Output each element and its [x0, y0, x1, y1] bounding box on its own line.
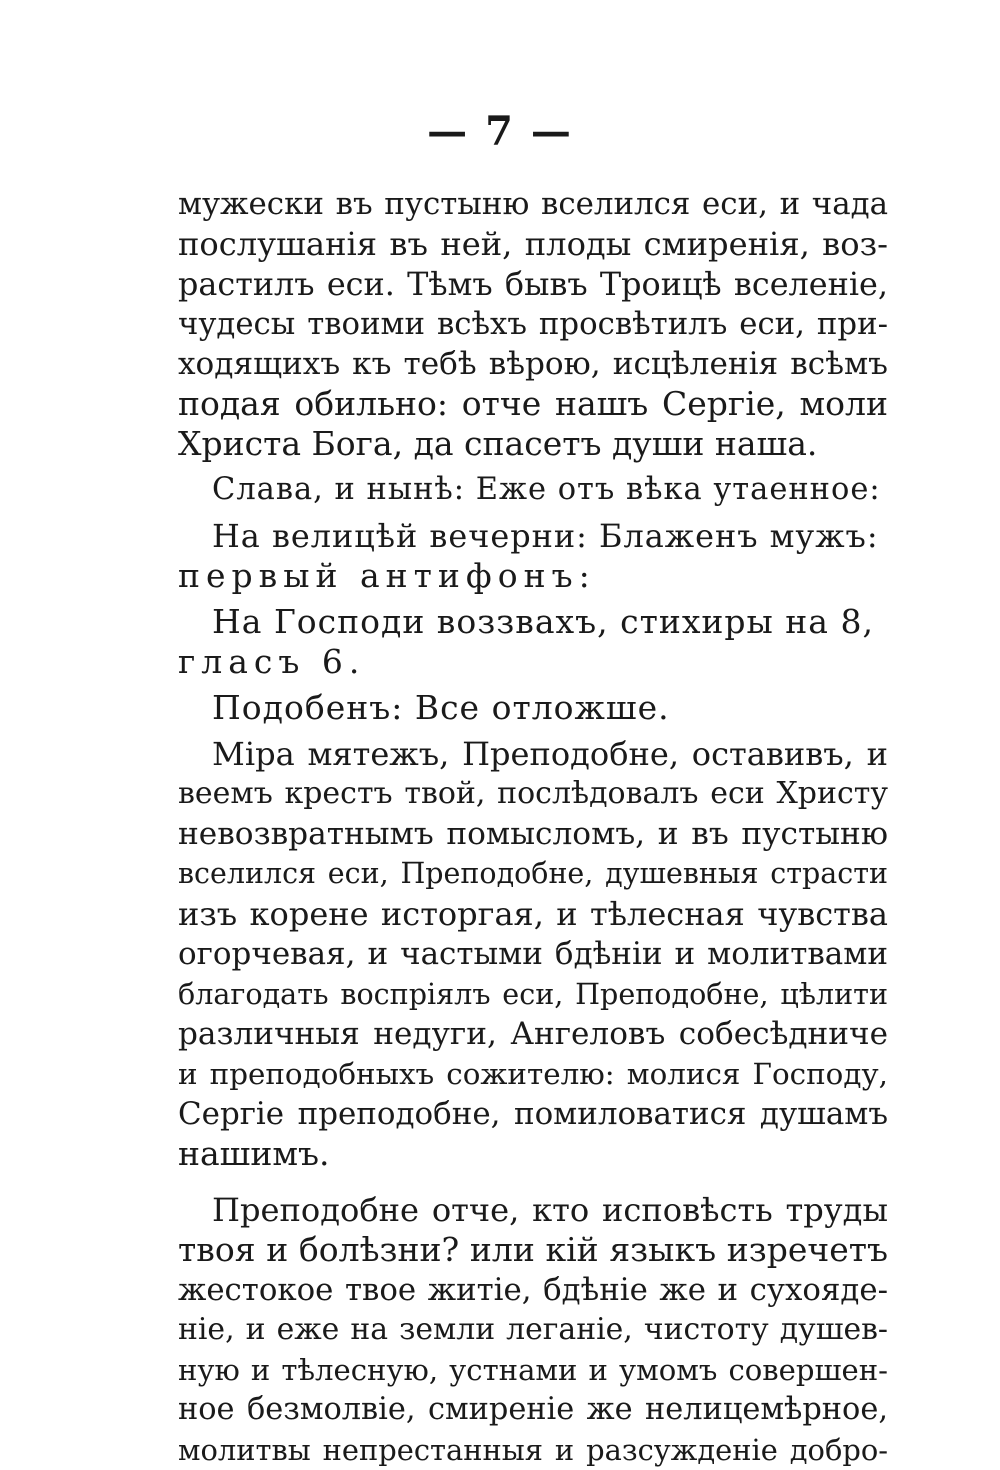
text-line: На велицѣй вечерни: Блаженъ мужъ:	[212, 517, 879, 555]
page-number: — 7 —	[427, 108, 573, 155]
text-line: и преподобныхъ сожителю: молися Господу,	[178, 1057, 888, 1091]
text-line: изъ корене исторгая, и тѣлесная чувства	[178, 895, 888, 933]
text-line: гласъ 6.	[178, 642, 366, 681]
text-line: первый антифонъ:	[178, 556, 596, 595]
text-line: жестокое твое житіе, бдѣніе же и сухояде-	[178, 1272, 888, 1308]
text-line: растилъ еси. Тѣмъ бывъ Троицѣ вселеніе,	[178, 265, 888, 303]
text-line: нашимъ.	[178, 1134, 330, 1173]
body-text	[178, 184, 888, 1470]
text-line: ную и тѣлесную, устнами и умомъ совершен-	[178, 1353, 888, 1387]
text-line: подая обильно: отче нашъ Сергіе, моли	[178, 384, 888, 423]
text-line: ное безмолвіе, смиреніе же нелицемѣрное,	[178, 1392, 888, 1427]
text-line: Сергіе преподобне, помиловатися душамъ	[178, 1096, 888, 1132]
text-line: огорчевая, и частыми бдѣніи и молитвами	[178, 936, 888, 972]
text-line: благодать воспріялъ еси, Преподобне, цѣлити	[178, 977, 888, 1011]
text-line: чудесы твоими всѣхъ просвѣтилъ еси, при-	[178, 306, 888, 342]
text-line: Преподобне отче, кто исповѣсть труды	[212, 1191, 888, 1229]
text-line: Слава, и нынѣ: Еже отъ вѣка утаенное:	[212, 472, 881, 507]
text-line: Міра мятежъ, Преподобне, оставивъ, и	[212, 735, 888, 773]
text-line: послушанія въ ней, плоды смиренія, воз-	[178, 225, 888, 263]
text-line: мужески въ пустыню вселился еси, и чада	[178, 186, 888, 222]
text-line: На Господи воззвахъ, стихиры на 8,	[212, 602, 874, 641]
text-line: твоя и болѣзни? или кій языкъ изречетъ	[178, 1230, 888, 1269]
text-line: Подобенъ: Все отложше.	[212, 688, 670, 727]
text-line: ніе, и еже на земли леганіе, чистоту душев-	[178, 1312, 888, 1347]
text-line: невозвратнымъ помысломъ, и въ пустыню	[178, 816, 888, 852]
text-line: Христа Бога, да спасетъ души наша.	[178, 424, 818, 463]
text-line: различныя недуги, Ангеловъ собесѣдниче	[178, 1016, 888, 1052]
text-line: ходящихъ къ тебѣ вѣрою, исцѣленія всѣмъ	[178, 346, 888, 382]
text-line: молитвы непрестанныя и разсужденіе добро-	[178, 1433, 888, 1467]
text-line: вселился еси, Преподобне, душевныя страсти	[178, 857, 888, 890]
text-line: веемъ крестъ твой, послѣдовалъ еси Христу	[178, 776, 888, 811]
